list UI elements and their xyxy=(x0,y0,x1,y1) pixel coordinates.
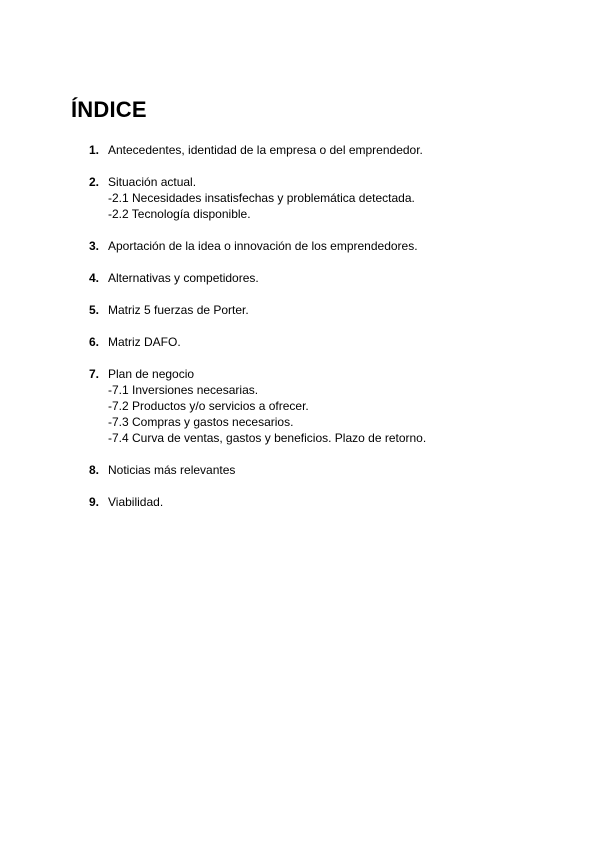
toc-item-label: Matriz 5 fuerzas de Porter. xyxy=(108,303,249,317)
toc-item-number: 2. xyxy=(89,175,100,189)
toc-item xyxy=(0,302,600,318)
toc-item xyxy=(0,174,600,222)
toc-item-label: Aportación de la idea o innovación de los emprendedores. xyxy=(108,239,418,253)
toc-item xyxy=(0,366,600,446)
toc-item xyxy=(0,334,600,350)
toc-item-label: Viabilidad. xyxy=(108,495,164,509)
toc-item-label: Noticias más relevantes xyxy=(108,463,236,477)
toc-item-number: 5. xyxy=(89,303,100,317)
toc-subitem: -7.1 Inversiones necesarias. xyxy=(108,383,259,397)
toc-subitem: -7.3 Compras y gastos necesarios. xyxy=(108,415,294,429)
toc-item-number: 9. xyxy=(89,495,100,509)
toc-item-number: 8. xyxy=(89,463,100,477)
toc-subitem: -2.1 Necesidades insatisfechas y problemática detectada. xyxy=(108,191,415,205)
toc-item-number: 1. xyxy=(89,143,100,157)
toc-item xyxy=(0,238,600,254)
table-of-contents xyxy=(0,142,600,526)
toc-item-label: Plan de negocio xyxy=(108,367,195,381)
index-title: ÍNDICE xyxy=(71,97,147,122)
toc-subitem: -7.2 Productos y/o servicios a ofrecer. xyxy=(108,399,309,413)
toc-item-number: 7. xyxy=(89,367,100,381)
toc-item-label: Alternativas y competidores. xyxy=(108,271,259,285)
toc-item-label: Situación actual. xyxy=(108,175,197,189)
toc-item-label: Antecedentes, identidad de la empresa o del emprendedor. xyxy=(108,143,423,157)
toc-subitem: -7.4 Curva de ventas, gastos y beneficios. Plazo de retorno. xyxy=(108,431,427,445)
toc-item-number: 3. xyxy=(89,239,100,253)
toc-item xyxy=(0,494,600,510)
toc-item-number: 6. xyxy=(89,335,100,349)
toc-subitem: -2.2 Tecnología disponible. xyxy=(108,207,251,221)
toc-item xyxy=(0,142,600,158)
toc-item xyxy=(0,462,600,478)
toc-item-label: Matriz DAFO. xyxy=(108,335,181,349)
toc-item-number: 4. xyxy=(89,271,100,285)
toc-item xyxy=(0,270,600,286)
